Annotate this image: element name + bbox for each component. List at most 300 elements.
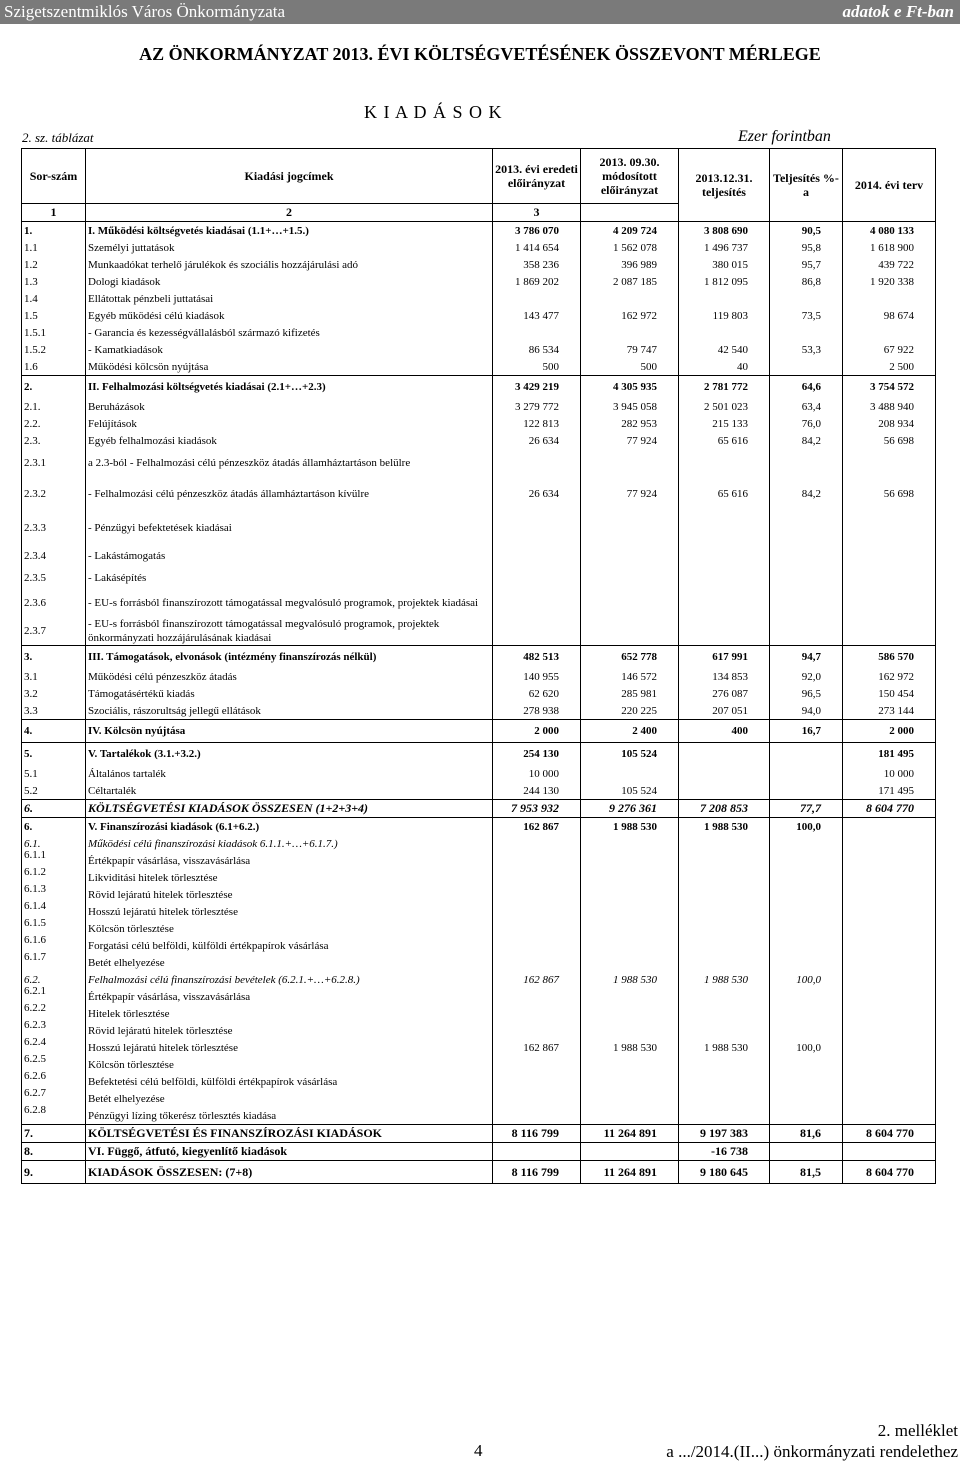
row-plan xyxy=(843,449,936,477)
row-name: Kölcsön törlesztése xyxy=(86,1056,493,1073)
table-row xyxy=(22,1107,936,1125)
row-pct: 81,6 xyxy=(770,1125,843,1143)
row-plan xyxy=(843,835,936,852)
table-row xyxy=(22,432,936,449)
row-act xyxy=(679,1107,770,1125)
row-pct: 100,0 xyxy=(770,971,843,988)
row-code: 2.3.5 xyxy=(22,567,86,589)
row-orig: 8 116 799 xyxy=(493,1125,581,1143)
row-plan: 150 454 xyxy=(843,685,936,702)
row-name: KÖLTSÉGVETÉSI ÉS FINANSZÍROZÁSI KIADÁSOK xyxy=(86,1125,493,1143)
row-code: 6.2.8 xyxy=(22,1101,86,1119)
row-act: 3 808 690 xyxy=(679,222,770,240)
row-pct xyxy=(770,511,843,545)
row-mod: 79 747 xyxy=(581,341,679,358)
row-code: 6.1.1 xyxy=(22,846,86,863)
row-mod xyxy=(581,511,679,545)
row-pct: 100,0 xyxy=(770,1039,843,1056)
row-plan: 56 698 xyxy=(843,432,936,449)
col-number-3: 3 xyxy=(493,204,581,222)
row-code: 6. xyxy=(22,818,86,836)
table-row xyxy=(22,239,936,256)
row-orig xyxy=(493,903,581,920)
row-name: - Pénzügyi befektetések kiadásai xyxy=(86,511,493,545)
row-act: 617 991 xyxy=(679,646,770,669)
row-act: 207 051 xyxy=(679,702,770,720)
row-orig: 244 130 xyxy=(493,782,581,800)
row-orig xyxy=(493,954,581,971)
table-row xyxy=(22,869,936,886)
row-act xyxy=(679,988,770,1005)
row-mod: 146 572 xyxy=(581,668,679,685)
row-pct: 84,2 xyxy=(770,477,843,511)
row-pct: 76,0 xyxy=(770,415,843,432)
row-plan xyxy=(843,324,936,341)
row-act: 9 180 645 xyxy=(679,1161,770,1184)
row-act: 215 133 xyxy=(679,415,770,432)
row-pct xyxy=(770,988,843,1005)
row-plan xyxy=(843,511,936,545)
row-code: 6.1.4 xyxy=(22,897,86,914)
row-pct xyxy=(770,324,843,341)
row-code: 1.3 xyxy=(22,273,86,290)
row-name: Dologi kiadások xyxy=(86,273,493,290)
row-orig xyxy=(493,988,581,1005)
regulation-label: a .../2014.(II...) önkormányzati rendelethez xyxy=(666,1442,958,1461)
row-orig: 122 813 xyxy=(493,415,581,432)
row-act: 119 803 xyxy=(679,307,770,324)
row-pct xyxy=(770,782,843,800)
row-name: Céltartalék xyxy=(86,782,493,800)
row-code: 6.2.4 xyxy=(22,1033,86,1050)
row-mod: 1 988 530 xyxy=(581,1039,679,1056)
row-mod: 77 924 xyxy=(581,477,679,511)
row-mod xyxy=(581,1143,679,1161)
table-row xyxy=(22,307,936,324)
row-code: 1.6 xyxy=(22,358,86,376)
row-code: 1.5.2 xyxy=(22,341,86,358)
row-plan: 439 722 xyxy=(843,256,936,273)
table-row xyxy=(22,256,936,273)
row-name: Betét elhelyezése xyxy=(86,954,493,971)
row-code: 4. xyxy=(22,720,86,743)
row-act: 2 781 772 xyxy=(679,376,770,399)
row-mod xyxy=(581,988,679,1005)
row-act: 40 xyxy=(679,358,770,376)
row-name: Hosszú lejáratú hitelek törlesztése xyxy=(86,1039,493,1056)
row-code: 6.2.3 xyxy=(22,1016,86,1033)
row-orig: 162 867 xyxy=(493,1039,581,1056)
row-orig xyxy=(493,290,581,307)
row-code: 2.3.1 xyxy=(22,449,86,477)
table-row xyxy=(22,324,936,341)
row-orig xyxy=(493,589,581,617)
row-code: 2.3.3 xyxy=(22,511,86,545)
row-mod xyxy=(581,617,679,646)
table-row xyxy=(22,1161,936,1184)
row-code: 1.1 xyxy=(22,239,86,256)
row-name: Értékpapír vásárlása, visszavásárlása xyxy=(86,988,493,1005)
row-orig xyxy=(493,1056,581,1073)
row-act xyxy=(679,886,770,903)
row-name: Beruházások xyxy=(86,398,493,415)
row-plan xyxy=(843,818,936,836)
col-header-plan: 2014. évi terv xyxy=(843,149,936,222)
expenditure-table xyxy=(21,148,936,1184)
row-name: - Garancia és kezességvállalásból származó kifizetés xyxy=(86,324,493,341)
row-act xyxy=(679,869,770,886)
row-act: 1 812 095 xyxy=(679,273,770,290)
row-name: - Kamatkiadások xyxy=(86,341,493,358)
document-header-bar xyxy=(0,0,960,24)
row-code: 6.2.2 xyxy=(22,999,86,1016)
row-code: 2.2. xyxy=(22,415,86,432)
row-code: 1.4 xyxy=(22,290,86,307)
row-act xyxy=(679,545,770,567)
table-label: 2. sz. táblázat xyxy=(22,130,94,145)
row-mod: 652 778 xyxy=(581,646,679,669)
row-orig: 143 477 xyxy=(493,307,581,324)
row-orig: 1 869 202 xyxy=(493,273,581,290)
row-plan xyxy=(843,567,936,589)
row-code: 1.2 xyxy=(22,256,86,273)
row-name: II. Felhalmozási költségvetés kiadásai (2.1+…+2.3) xyxy=(86,376,493,399)
row-act xyxy=(679,1005,770,1022)
table-row xyxy=(22,273,936,290)
row-mod xyxy=(581,886,679,903)
table-row xyxy=(22,668,936,685)
table-row xyxy=(22,765,936,782)
row-mod: 1 988 530 xyxy=(581,971,679,988)
row-mod xyxy=(581,765,679,782)
row-mod: 4 305 935 xyxy=(581,376,679,399)
table-row xyxy=(22,988,936,1005)
row-code: 2. xyxy=(22,376,86,399)
row-orig: 162 867 xyxy=(493,971,581,988)
row-act: 1 988 530 xyxy=(679,971,770,988)
row-orig: 86 534 xyxy=(493,341,581,358)
row-code: 1. xyxy=(22,222,86,240)
row-code: 3.3 xyxy=(22,702,86,720)
row-pct xyxy=(770,449,843,477)
table-row xyxy=(22,545,936,567)
col-header-mod: 2013. 09.30. módosított előirányzat xyxy=(581,149,679,204)
row-name: Személyi juttatások xyxy=(86,239,493,256)
row-code: 6.1. xyxy=(22,835,86,852)
row-code: 6.1.7 xyxy=(22,948,86,965)
row-code: 6.2.6 xyxy=(22,1067,86,1084)
row-orig: 254 130 xyxy=(493,743,581,766)
row-act xyxy=(679,1090,770,1107)
row-mod xyxy=(581,589,679,617)
row-pct xyxy=(770,886,843,903)
row-plan xyxy=(843,954,936,971)
row-pct: 73,5 xyxy=(770,307,843,324)
row-plan xyxy=(843,589,936,617)
table-row xyxy=(22,743,936,766)
table-row xyxy=(22,646,936,669)
col-header-code: Sor-szám xyxy=(22,149,86,204)
row-pct xyxy=(770,1073,843,1090)
table-row xyxy=(22,971,936,988)
row-code: 6.2.5 xyxy=(22,1050,86,1067)
row-name: Általános tartalék xyxy=(86,765,493,782)
section-title: K I A D Á S O K xyxy=(364,102,503,122)
row-act xyxy=(679,511,770,545)
row-orig xyxy=(493,324,581,341)
row-name: Befektetési célú belföldi, külföldi értékpapírok vásárlása xyxy=(86,1073,493,1090)
row-act xyxy=(679,903,770,920)
row-act: 1 988 530 xyxy=(679,1039,770,1056)
row-orig: 26 634 xyxy=(493,477,581,511)
table-row xyxy=(22,954,936,971)
row-act xyxy=(679,1073,770,1090)
row-mod xyxy=(581,835,679,852)
row-act xyxy=(679,589,770,617)
row-plan: 1 920 338 xyxy=(843,273,936,290)
row-code: 8. xyxy=(22,1143,86,1161)
row-plan: 3 754 572 xyxy=(843,376,936,399)
row-mod xyxy=(581,1056,679,1073)
row-code: 6.1.3 xyxy=(22,880,86,897)
row-plan xyxy=(843,1056,936,1073)
row-plan xyxy=(843,290,936,307)
table-row xyxy=(22,685,936,702)
row-mod: 105 524 xyxy=(581,782,679,800)
row-name: KIADÁSOK ÖSSZESEN: (7+8) xyxy=(86,1161,493,1184)
table-row xyxy=(22,818,936,836)
row-act xyxy=(679,937,770,954)
row-pct xyxy=(770,765,843,782)
row-pct xyxy=(770,1022,843,1039)
row-plan xyxy=(843,1005,936,1022)
row-act xyxy=(679,449,770,477)
table-row xyxy=(22,1143,936,1161)
row-name: Betét elhelyezése xyxy=(86,1090,493,1107)
row-pct: 94,0 xyxy=(770,702,843,720)
row-name: Forgatási célú belföldi, külföldi értékpapírok vásárlása xyxy=(86,937,493,954)
row-mod xyxy=(581,290,679,307)
row-name: Működési célú finanszírozási kiadások 6.1.1.+…+6.1.7.) xyxy=(86,835,493,852)
row-orig xyxy=(493,886,581,903)
row-name: Felújítások xyxy=(86,415,493,432)
row-pct xyxy=(770,920,843,937)
table-row xyxy=(22,1090,936,1107)
row-mod: 2 400 xyxy=(581,720,679,743)
row-name: Értékpapír vásárlása, visszavásárlása xyxy=(86,852,493,869)
row-orig xyxy=(493,617,581,646)
row-code: 9. xyxy=(22,1161,86,1184)
row-code: 6.2. xyxy=(22,971,86,988)
row-pct: 90,5 xyxy=(770,222,843,240)
row-orig: 26 634 xyxy=(493,432,581,449)
row-orig xyxy=(493,920,581,937)
row-mod: 1 562 078 xyxy=(581,239,679,256)
row-act: 134 853 xyxy=(679,668,770,685)
row-pct xyxy=(770,1090,843,1107)
row-mod: 282 953 xyxy=(581,415,679,432)
row-plan: 56 698 xyxy=(843,477,936,511)
row-name: IV. Kölcsön nyújtása xyxy=(86,720,493,743)
row-name: KÖLTSÉGVETÉSI KIADÁSOK ÖSSZESEN (1+2+3+4) xyxy=(86,800,493,818)
row-orig: 358 236 xyxy=(493,256,581,273)
table-row xyxy=(22,398,936,415)
row-name: I. Működési költségvetés kiadásai (1.1+…+1.5.) xyxy=(86,222,493,240)
row-plan: 8 604 770 xyxy=(843,800,936,818)
table-row xyxy=(22,567,936,589)
row-mod: 11 264 891 xyxy=(581,1125,679,1143)
row-pct: 16,7 xyxy=(770,720,843,743)
row-mod xyxy=(581,1022,679,1039)
row-orig: 482 513 xyxy=(493,646,581,669)
row-mod xyxy=(581,903,679,920)
row-act xyxy=(679,743,770,766)
row-plan xyxy=(843,1022,936,1039)
row-plan xyxy=(843,545,936,567)
row-mod xyxy=(581,1073,679,1090)
row-act: 42 540 xyxy=(679,341,770,358)
col-header-pct: Teljesítés %-a xyxy=(770,149,843,222)
table-row xyxy=(22,920,936,937)
col-number-1: 1 xyxy=(22,204,86,222)
row-plan: 208 934 xyxy=(843,415,936,432)
table-row xyxy=(22,720,936,743)
row-orig: 162 867 xyxy=(493,818,581,836)
table-row xyxy=(22,886,936,903)
row-name: Hosszú lejáratú hitelek törlesztése xyxy=(86,903,493,920)
row-code: 3. xyxy=(22,646,86,669)
row-mod: 11 264 891 xyxy=(581,1161,679,1184)
row-act: 400 xyxy=(679,720,770,743)
row-pct xyxy=(770,1056,843,1073)
row-name: - Lakásépítés xyxy=(86,567,493,589)
row-code: 2.1. xyxy=(22,398,86,415)
row-name: - Lakástámogatás xyxy=(86,545,493,567)
row-name: Rövid lejáratú hitelek törlesztése xyxy=(86,886,493,903)
row-act: 65 616 xyxy=(679,477,770,511)
row-pct xyxy=(770,937,843,954)
table-row xyxy=(22,1039,936,1056)
row-plan xyxy=(843,852,936,869)
row-name: a 2.3-ból - Felhalmozási célú pénzeszköz átadás államháztartáson belülre xyxy=(86,449,493,477)
row-name: VI. Függő, átfutó, kiegyenlítő kiadások xyxy=(86,1143,493,1161)
row-act: -16 738 xyxy=(679,1143,770,1161)
row-orig: 62 620 xyxy=(493,685,581,702)
table-row xyxy=(22,358,936,376)
row-act xyxy=(679,782,770,800)
row-mod xyxy=(581,852,679,869)
row-plan xyxy=(843,617,936,646)
row-orig xyxy=(493,567,581,589)
row-plan: 1 618 900 xyxy=(843,239,936,256)
row-pct: 77,7 xyxy=(770,800,843,818)
row-pct xyxy=(770,290,843,307)
row-name: Hitelek törlesztése xyxy=(86,1005,493,1022)
municipality-name: Szigetszentmiklós Város Önkormányzata xyxy=(4,2,286,21)
row-plan xyxy=(843,1107,936,1125)
row-plan: 98 674 xyxy=(843,307,936,324)
row-orig: 8 116 799 xyxy=(493,1161,581,1184)
col-number-2: 2 xyxy=(86,204,493,222)
row-pct: 100,0 xyxy=(770,818,843,836)
row-act: 2 501 023 xyxy=(679,398,770,415)
row-code: 6.2.7 xyxy=(22,1084,86,1101)
row-name: V. Finanszírozási kiadások (6.1+6.2.) xyxy=(86,818,493,836)
row-act: 1 496 737 xyxy=(679,239,770,256)
row-orig xyxy=(493,1022,581,1039)
row-mod: 162 972 xyxy=(581,307,679,324)
row-plan: 4 080 133 xyxy=(843,222,936,240)
row-mod xyxy=(581,449,679,477)
row-name: Munkaadókat terhelő járulékok és szociális hozzájárulási adó xyxy=(86,256,493,273)
table-row xyxy=(22,376,936,399)
row-act: 276 087 xyxy=(679,685,770,702)
row-mod: 3 945 058 xyxy=(581,398,679,415)
table-row xyxy=(22,511,936,545)
row-act: 9 197 383 xyxy=(679,1125,770,1143)
table-row xyxy=(22,835,936,852)
row-plan: 67 922 xyxy=(843,341,936,358)
table-row xyxy=(22,449,936,477)
row-orig: 3 429 219 xyxy=(493,376,581,399)
row-pct xyxy=(770,567,843,589)
row-pct: 95,7 xyxy=(770,256,843,273)
row-code: 6.1.2 xyxy=(22,863,86,880)
row-code: 6. xyxy=(22,800,86,818)
row-plan: 3 488 940 xyxy=(843,398,936,415)
row-pct: 94,7 xyxy=(770,646,843,669)
row-pct: 96,5 xyxy=(770,685,843,702)
row-name: Egyéb felhalmozási kiadások xyxy=(86,432,493,449)
row-orig: 500 xyxy=(493,358,581,376)
row-mod xyxy=(581,1107,679,1125)
row-mod xyxy=(581,567,679,589)
row-mod: 500 xyxy=(581,358,679,376)
row-mod xyxy=(581,954,679,971)
row-pct xyxy=(770,545,843,567)
table-row xyxy=(22,937,936,954)
row-plan: 8 604 770 xyxy=(843,1161,936,1184)
table-row xyxy=(22,222,936,240)
row-plan xyxy=(843,1143,936,1161)
row-code: 5. xyxy=(22,743,86,766)
table-row xyxy=(22,290,936,307)
row-name: Likviditási hitelek törlesztése xyxy=(86,869,493,886)
row-mod: 285 981 xyxy=(581,685,679,702)
row-orig xyxy=(493,852,581,869)
row-pct xyxy=(770,743,843,766)
row-pct: 86,8 xyxy=(770,273,843,290)
row-plan: 171 495 xyxy=(843,782,936,800)
row-orig: 10 000 xyxy=(493,765,581,782)
row-pct xyxy=(770,835,843,852)
row-act: 380 015 xyxy=(679,256,770,273)
table-row xyxy=(22,589,936,617)
row-orig xyxy=(493,545,581,567)
row-plan: 181 495 xyxy=(843,743,936,766)
row-pct xyxy=(770,1005,843,1022)
row-plan xyxy=(843,988,936,1005)
row-pct xyxy=(770,852,843,869)
row-orig: 140 955 xyxy=(493,668,581,685)
row-orig xyxy=(493,1005,581,1022)
table-row xyxy=(22,800,936,818)
row-code: 2.3.6 xyxy=(22,589,86,617)
row-code: 2.3. xyxy=(22,432,86,449)
row-pct: 64,6 xyxy=(770,376,843,399)
row-name: Egyéb működési célú kiadások xyxy=(86,307,493,324)
row-act: 1 988 530 xyxy=(679,818,770,836)
